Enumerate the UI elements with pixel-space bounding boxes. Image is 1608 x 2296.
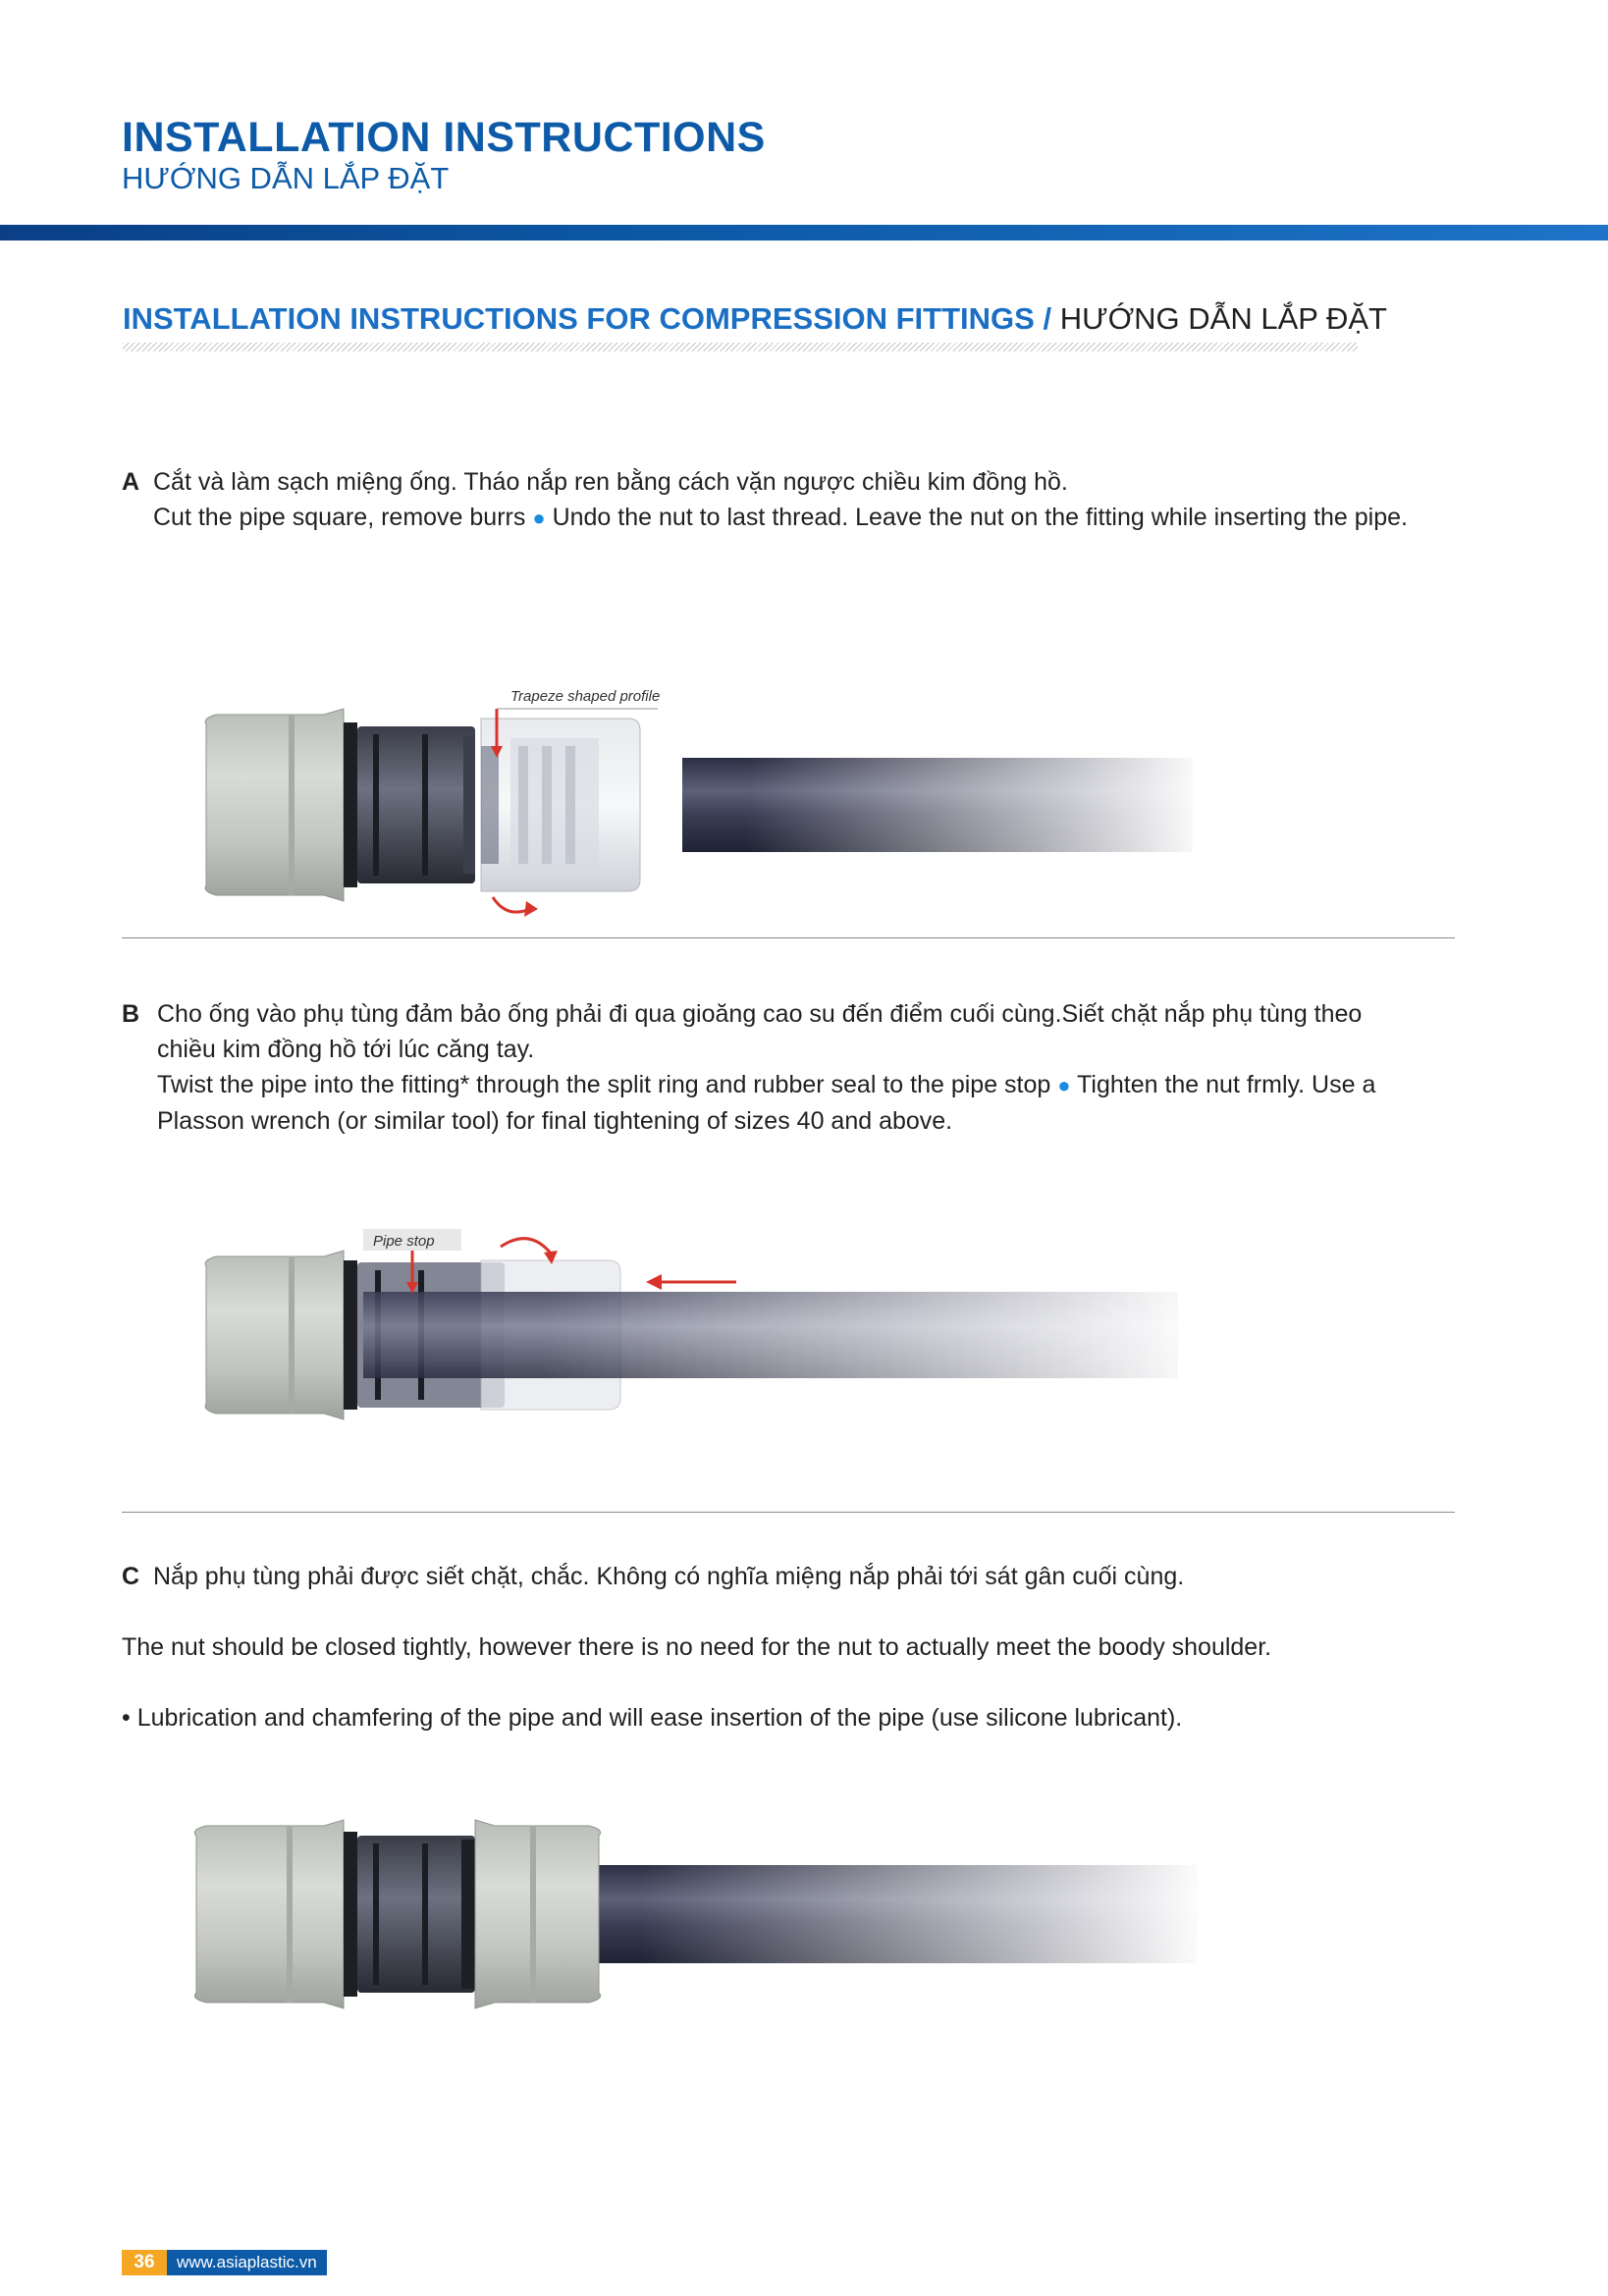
step-a-en-part2: Undo the nut to last thread. Leave the nut on the fitting while inserting the pipe. <box>552 504 1408 531</box>
step-a-letter: A <box>122 468 140 496</box>
step-b-en-part1: Twist the pipe into the fitting* through the split ring and rubber seal to the pipe stop <box>157 1071 1051 1098</box>
section-heading-separator: / <box>1043 301 1052 336</box>
step-c <box>122 1559 1496 1594</box>
step-c-letter: C <box>122 1563 140 1590</box>
section-heading <box>123 300 1387 338</box>
page-title: INSTALLATION INSTRUCTIONS <box>122 114 766 161</box>
step-c-note: • Lubrication and chamfering of the pipe and will ease insertion of the pipe (use silicone lubricant). <box>122 1704 1183 1732</box>
step-a <box>122 464 1496 536</box>
divider-a <box>122 937 1455 938</box>
step-b-letter: B <box>122 1000 140 1028</box>
fitting-illustration-c <box>177 1787 1207 2042</box>
page-subtitle: HƯỚNG DẪN LẮP ĐẶT <box>122 161 450 195</box>
step-b-en-line1 <box>157 1067 1496 1103</box>
step-c-vi: Nắp phụ tùng phải được siết chặt, chắc. Không có nghĩa miệng nắp phải tới sát gân cuối cùng. <box>153 1563 1185 1590</box>
callout-pipe-stop: Pipe stop <box>373 1233 435 1250</box>
step-b-en-line2: Plasson wrench (or similar tool) for final tightening of sizes 40 and above. <box>157 1107 953 1135</box>
fitting-illustration-b <box>187 1217 1207 1453</box>
section-heading-en: INSTALLATION INSTRUCTIONS FOR COMPRESSION FITTINGS <box>123 301 1035 336</box>
step-b-en-part2: Tighten the nut frmly. Use a <box>1077 1071 1376 1098</box>
page-number: 36 <box>122 2250 167 2275</box>
step-a-en <box>153 500 1496 536</box>
fitting-illustration-a <box>187 677 1207 933</box>
bullet-icon: ● <box>1057 1073 1071 1097</box>
footer-website-link[interactable]: www.asiaplastic.vn <box>167 2250 327 2275</box>
bullet-icon: ● <box>532 506 546 530</box>
callout-trapeze-profile: Trapeze shaped profile <box>510 688 661 705</box>
heading-underline <box>123 343 1358 351</box>
section-heading-vi: HƯỚNG DẪN LẮP ĐẶT <box>1059 301 1387 336</box>
step-b-vi-line2: chiều kim đồng hồ tới lúc căng tay. <box>157 1036 535 1063</box>
step-a-en-part1: Cut the pipe square, remove burrs <box>153 504 526 531</box>
step-b-vi-line1: Cho ống vào phụ tùng đảm bảo ống phải đi qua gioăng cao su đến điểm cuối cùng.Siết chặt nắp phụ tùng theo <box>157 1000 1363 1028</box>
step-a-vi: Cắt và làm sạch miệng ống. Tháo nắp ren bằng cách vặn ngược chiều kim đồng hồ. <box>153 468 1068 496</box>
step-b <box>122 996 1496 1139</box>
divider-b <box>122 1512 1455 1513</box>
header-rule <box>0 225 1608 240</box>
step-c-en: The nut should be closed tightly, however there is no need for the nut to actually meet the boody shoulder. <box>122 1633 1272 1661</box>
